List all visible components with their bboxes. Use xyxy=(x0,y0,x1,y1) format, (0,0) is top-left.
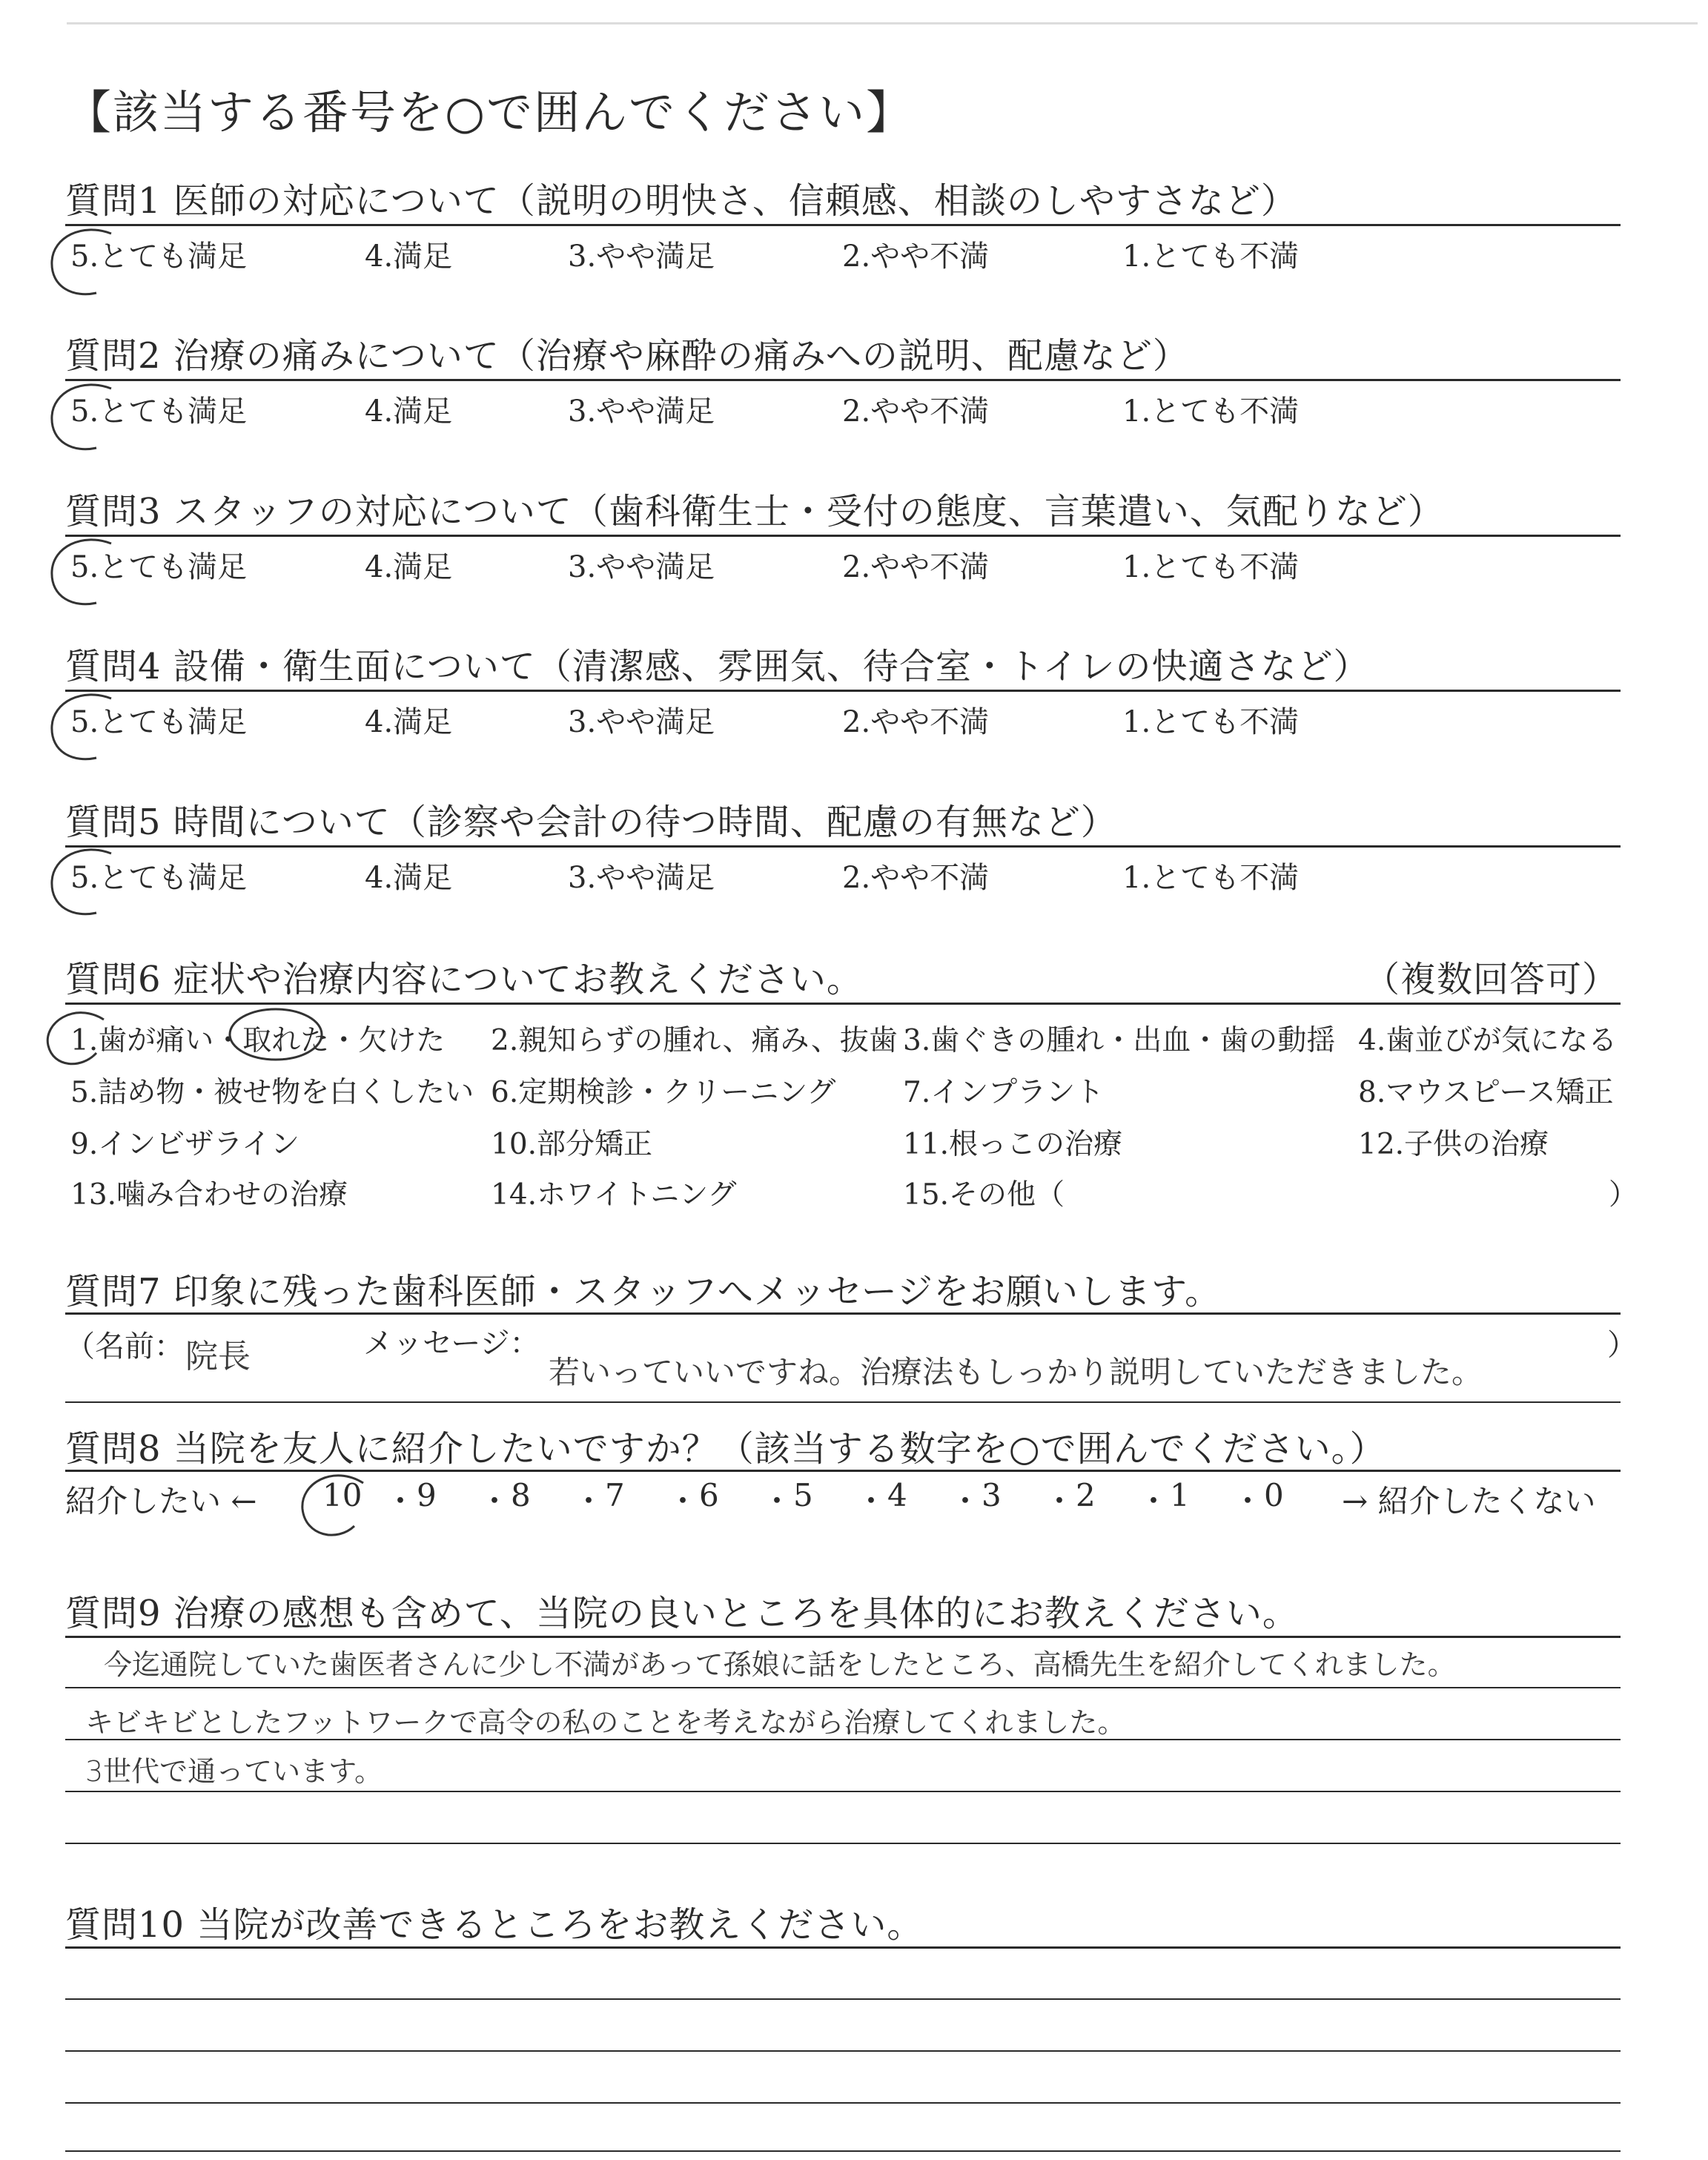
circle-q4 xyxy=(52,695,111,759)
q3-option-4[interactable]: 4.満足 xyxy=(365,550,453,584)
circle-q6-toreta xyxy=(230,1009,322,1060)
q7-message-label: メッセージ： xyxy=(363,1327,540,1361)
q6-title: 質問6 症状や治療内容についてお教えください。 xyxy=(65,959,863,1000)
q6-note: （複数回答可） xyxy=(1364,959,1619,1000)
circle-q8-10 xyxy=(302,1476,363,1535)
circle-q2 xyxy=(52,385,111,449)
circle-q5 xyxy=(52,850,111,914)
q5-option-4[interactable]: 4.満足 xyxy=(365,861,453,895)
q9-line-3: 3世代で通っています。 xyxy=(85,1755,383,1788)
q6-option-7[interactable]: 7.インプラント xyxy=(903,1076,1105,1109)
q6-option-14[interactable]: 14.ホワイトニング xyxy=(491,1178,737,1212)
q8-scale-separator: ・ xyxy=(950,1483,982,1519)
q1-option-3[interactable]: 3.やや満足 xyxy=(568,240,715,274)
q5-option-1[interactable]: 1.とても不満 xyxy=(1122,861,1300,895)
q6-option-1a: 1.歯が痛い・ xyxy=(70,1024,243,1057)
q2-option-2[interactable]: 2.やや不満 xyxy=(842,394,990,429)
q5-option-5[interactable]: 5.とても満足 xyxy=(70,861,248,895)
q8-scale-9[interactable]: 9 xyxy=(417,1477,437,1513)
circle-q1 xyxy=(52,230,111,294)
q1-option-1[interactable]: 1.とても不満 xyxy=(1122,240,1300,274)
q1-option-4[interactable]: 4.満足 xyxy=(365,240,453,274)
q8-scale-separator: ・ xyxy=(573,1483,605,1519)
q1-option-5[interactable]: 5.とても満足 xyxy=(70,240,248,274)
q5-option-2[interactable]: 2.やや不満 xyxy=(842,861,990,895)
q4-option-3[interactable]: 3.やや満足 xyxy=(568,705,715,739)
q3-title: 質問3 スタッフの対応について（歯科衛生士・受付の態度、言葉遣い、気配りなど） xyxy=(65,491,1444,532)
q7-close-paren: ） xyxy=(1607,1328,1637,1362)
q6-option-11[interactable]: 11.根っこの治療 xyxy=(903,1128,1123,1161)
instruction-heading: 【該当する番号を○で囲んでください】 xyxy=(65,85,914,139)
q8-scale-7[interactable]: 7 xyxy=(605,1477,625,1513)
q1-option-2[interactable]: 2.やや不満 xyxy=(842,240,990,274)
q6-option-6[interactable]: 6.定期検診・クリーニング xyxy=(491,1076,836,1109)
q4-option-5[interactable]: 5.とても満足 xyxy=(70,705,248,739)
q8-scale-3[interactable]: 3 xyxy=(982,1477,1002,1513)
q6-option-12[interactable]: 12.子供の治療 xyxy=(1358,1128,1549,1161)
q8-scale-8[interactable]: 8 xyxy=(511,1477,531,1513)
q8-scale-separator: ・ xyxy=(667,1483,699,1519)
q4-option-4[interactable]: 4.満足 xyxy=(365,705,453,739)
q6-option-8[interactable]: 8.マウスピース矯正 xyxy=(1358,1076,1614,1109)
q3-option-2[interactable]: 2.やや不満 xyxy=(842,550,990,584)
circle-q6-1 xyxy=(47,1013,104,1064)
q8-scale-4[interactable]: 4 xyxy=(887,1477,907,1513)
q2-option-3[interactable]: 3.やや満足 xyxy=(568,394,715,429)
q9-line-1: 今迄通院していた歯医者さんに少し不満があって孫娘に話をしたところ、高橋先生を紹介してくれました。 xyxy=(104,1648,1456,1681)
q6-option-3[interactable]: 3.歯ぐきの腫れ・出血・歯の動揺 xyxy=(903,1024,1336,1057)
q9-title: 質問9 治療の感想も含めて、当院の良いところを具体的にお教えください。 xyxy=(65,1593,1299,1634)
q3-option-1[interactable]: 1.とても不満 xyxy=(1122,550,1300,584)
q6-option-15[interactable]: 15.その他（ xyxy=(903,1178,1065,1212)
q8-scale-separator: ・ xyxy=(855,1483,887,1519)
q6-option-10[interactable]: 10.部分矯正 xyxy=(491,1128,653,1161)
q4-option-2[interactable]: 2.やや不満 xyxy=(842,705,990,739)
q8-scale-separator: ・ xyxy=(1138,1483,1170,1519)
q8-title: 質問8 当院を友人に紹介したいですか？（該当する数字を○で囲んでください。） xyxy=(65,1428,1386,1470)
q8-scale-1[interactable]: 1 xyxy=(1170,1477,1190,1513)
circle-q3 xyxy=(52,540,111,604)
q8-scale-2[interactable]: 2 xyxy=(1076,1477,1096,1513)
q8-scale-10[interactable]: 10 xyxy=(322,1477,363,1513)
q8-scale-0[interactable]: 0 xyxy=(1264,1477,1284,1513)
q6-close-paren: ） xyxy=(1609,1178,1638,1212)
q8-scale-separator: ・ xyxy=(761,1483,793,1519)
q8-left-label: 紹介したい ← xyxy=(65,1483,257,1519)
q8-scale-separator: ・ xyxy=(385,1483,417,1519)
q8-scale-5[interactable]: 5 xyxy=(793,1477,813,1513)
q5-title: 質問5 時間について（診察や会計の待つ時間、配慮の有無など） xyxy=(65,802,1117,843)
q8-scale-6[interactable]: 6 xyxy=(699,1477,719,1513)
q6-option-9[interactable]: 9.インビザライン xyxy=(70,1128,300,1161)
q4-title: 質問4 設備・衛生面について（清潔感、雰囲気、待合室・トイレの快適さなど） xyxy=(65,646,1370,687)
q10-title: 質問10 当院が改善できるところをお教えください。 xyxy=(65,1904,924,1946)
q6-option-1c: ・欠けた xyxy=(329,1024,446,1057)
q8-right-label: → 紹介したくない xyxy=(1342,1483,1596,1519)
q6-option-4[interactable]: 4.歯並びが気になる xyxy=(1358,1024,1618,1057)
q2-option-5[interactable]: 5.とても満足 xyxy=(70,394,248,429)
q4-option-1[interactable]: 1.とても不満 xyxy=(1122,705,1300,739)
q8-scale-separator: ・ xyxy=(479,1483,511,1519)
q7-title: 質問7 印象に残った歯科医師・スタッフへメッセージをお願いします。 xyxy=(65,1271,1222,1312)
q1-title: 質問1 医師の対応について（説明の明快さ、信頼感、相談のしやすさなど） xyxy=(65,180,1297,222)
q5-option-3[interactable]: 3.やや満足 xyxy=(568,861,715,895)
q9-line-2: キビキビとしたフットワークで高令の私のことを考えながら治療してくれました。 xyxy=(85,1706,1126,1739)
q8-scale-separator: ・ xyxy=(1232,1483,1264,1519)
q6-option-13[interactable]: 13.噛み合わせの治療 xyxy=(70,1178,348,1212)
q6-option-5[interactable]: 5.詰め物・被せ物を白くしたい xyxy=(70,1076,474,1109)
q8-scale-separator: ・ xyxy=(1044,1483,1076,1519)
q6-option-1b: 取れた xyxy=(242,1024,330,1057)
q7-name-label: （名前： xyxy=(65,1330,184,1364)
q2-option-4[interactable]: 4.満足 xyxy=(365,394,453,429)
q3-option-3[interactable]: 3.やや満足 xyxy=(568,550,715,584)
q2-option-1[interactable]: 1.とても不満 xyxy=(1122,394,1300,429)
q2-title: 質問2 治療の痛みについて（治療や麻酔の痛みへの説明、配慮など） xyxy=(65,335,1189,377)
q3-option-5[interactable]: 5.とても満足 xyxy=(70,550,248,584)
q6-option-2[interactable]: 2.親知らずの腫れ、痛み、抜歯 xyxy=(491,1024,898,1057)
q7-name-value: 院長 xyxy=(185,1338,251,1375)
q7-message-value: 若いっていいですね。治療法もしっかり説明していただきました。 xyxy=(549,1354,1483,1390)
